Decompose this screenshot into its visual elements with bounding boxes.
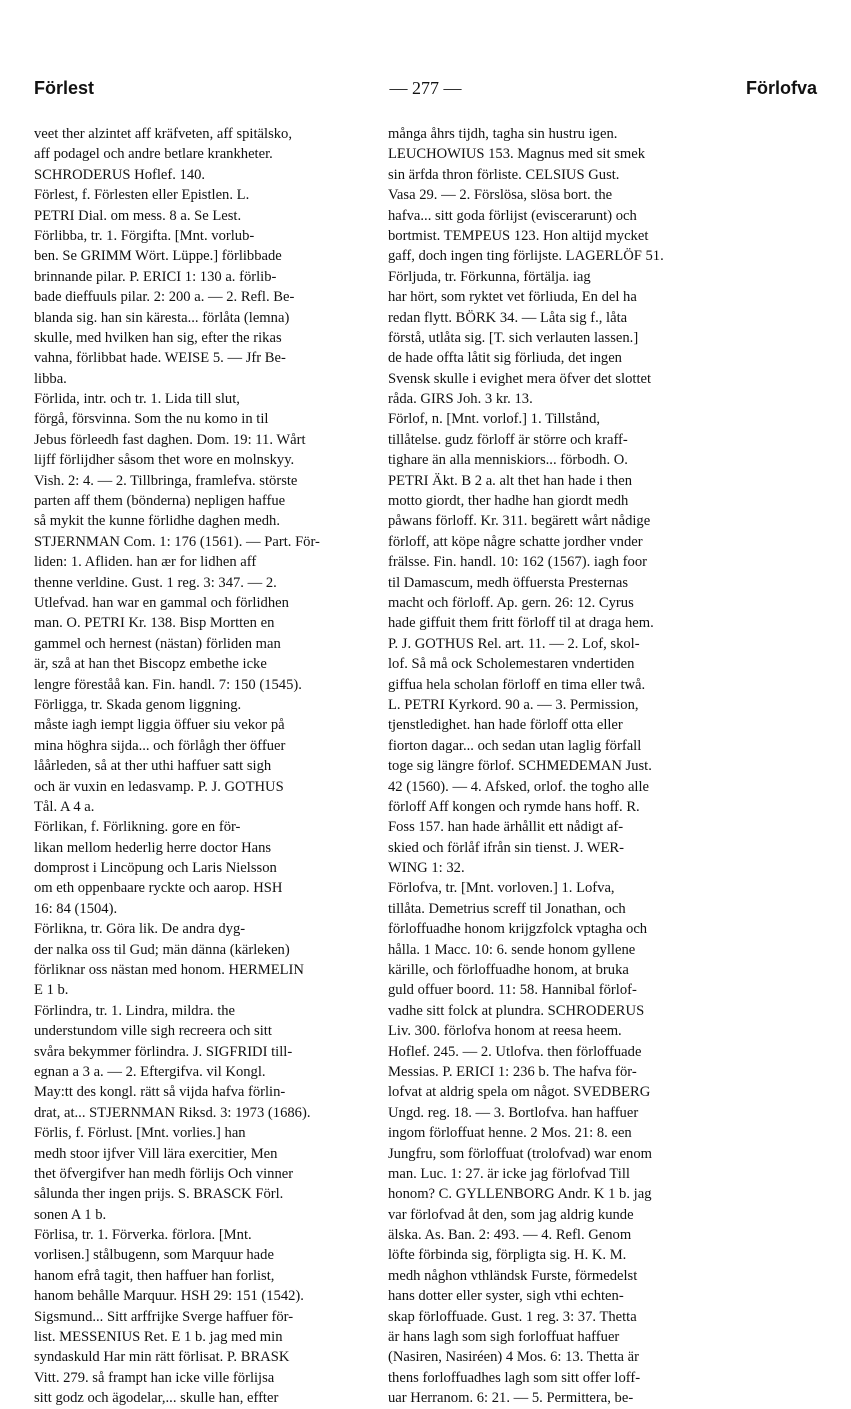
text-line: gammel och hernest (nästan) förliden man (34, 635, 281, 652)
text-line: sin ärfda thron förliste. CELSIUS Gust. (388, 166, 620, 183)
text-line: påwans förloff. Kr. 311. begärett wårt nådige (388, 513, 651, 530)
text-line: frälsse. Fin. handl. 10: 162 (1567). iagh foor (388, 554, 647, 571)
text-line: Förlest, f. Förlesten eller Epistlen. L. (34, 187, 250, 204)
text-line: förloff Aff kongen och rymde hans hoff. R. (388, 798, 640, 815)
text-line: Messias. P. ERICI 1: 236 b. The hafva för- (388, 1063, 637, 1080)
text-line: veet ther alzintet aff kräfveten, aff spitälsko, (34, 126, 292, 142)
text-line: drat, at... STJERNMAN Riksd. 3: 1973 (1686). (34, 1104, 311, 1121)
text-line: L. PETRI Kyrkord. 90 a. — 3. Permission, (388, 696, 639, 713)
text-line: är, szå at han thet Biscopz embethe icke (34, 656, 267, 673)
text-line: fiorton dagar... och sedan utan laglig förfall (388, 737, 642, 754)
text-line: lijff förlijdher såsom thet wore en molnskyy. (34, 452, 295, 469)
text-line: Förlofva, tr. [Mnt. vorloven.] 1. Lofva, (388, 880, 615, 897)
text-line: förloffuadhe honom krijgzfolck vptagha och (388, 921, 648, 938)
text-line: Liv. 300. förlofva honom at reesa heem. (388, 1023, 622, 1040)
text-line: understundom ville sigh recreera och sitt (34, 1023, 272, 1040)
text-line: skied och förlåf ifrån sin tienst. J. WER- (388, 839, 625, 856)
text-line: tillåtelse. gudz förloff är större och kraff- (388, 431, 628, 448)
text-line: LEUCHOWIUS 153. Magnus med sit smek (388, 146, 645, 163)
text-line: tillåta. Demetrius screff til Jonathan, och (388, 900, 626, 917)
text-line: Svensk skulle i evighet mera öfver det slottet (388, 370, 652, 387)
text-line: förloff, att köpe någre schatte jordher vnder (388, 533, 643, 550)
text-line: til Damascum, medh öffuersta Presternas (388, 574, 629, 591)
text-line: PETRI Äkt. B 2 a. alt thet han hade i then (388, 472, 632, 489)
header-right-headword: Förlofva (745, 78, 817, 98)
text-line: (Nasiren, Nasiréen) 4 Mos. 6: 13. Thetta är (388, 1349, 639, 1366)
text-line: skulle, med hvilken han sig, efter the rikas (34, 329, 282, 346)
text-line: medh stoor ijfver Vill lära exercitier, Men (34, 1145, 278, 1162)
text-line: Förlibba, tr. 1. Förgifta. [Mnt. vorlub- (34, 227, 255, 244)
text-line: gaff, doch ingen ting förlijste. LAGERLÖF 51. (388, 248, 664, 265)
text-line: PETRI Dial. om mess. 8 a. Se Lest. (34, 207, 242, 224)
text-line: lof. Så må ock Scholemestaren vndertiden (388, 656, 635, 673)
text-line: ben. Se GRIMM Wört. Lüppe.] förlibbade (34, 248, 282, 265)
text-line: förgå, försvinna. Som the nu komo in til (34, 411, 269, 428)
text-line: Jungfru, som förloffuat (trolofvad) war enom (388, 1145, 652, 1162)
text-line: giffua hela scholan förloff en tima eller twå. (388, 676, 646, 693)
text-line: Vitt. 279. så frampt han icke ville förlijsa (34, 1369, 275, 1386)
text-line: svåra bekymmer förlindra. J. SIGFRIDI till- (34, 1043, 293, 1060)
text-line: 16: 84 (1504). (34, 900, 118, 917)
text-line: hans dotter eller syster, sigh vthi echten- (388, 1288, 624, 1305)
text-line: Tål. A 4 a. (34, 798, 95, 815)
text-line: uar Herranom. 6: 21. — 5. Permittera, be- (388, 1390, 634, 1407)
text-line: vorlisen.] stålbugenn, som Marquur hade (34, 1247, 274, 1264)
text-line: råda. GIRS Joh. 3 kr. 13. (388, 391, 533, 408)
text-line: May:tt des kongl. rätt så vijda hafva förlin- (34, 1084, 286, 1101)
text-line: Hoflef. 245. — 2. Utlofva. then förloffuade (388, 1043, 642, 1060)
text-line: redan flytt. BÖRK 34. — Låta sig f., låta (388, 309, 628, 326)
text-line: Förlis, f. Förlust. [Mnt. vorlies.] han (34, 1125, 246, 1142)
text-line: de hade offta låtit sig förliuda, det ingen (388, 350, 622, 367)
header-left-headword: Förlest (34, 78, 95, 98)
text-line: medh någhon vthländsk Furste, förmedelst (388, 1267, 638, 1284)
text-line: så mykit the kunne förlidhe daghen medh. (34, 513, 281, 530)
text-line: list. MESSENIUS Ret. E 1 b. jag med min (34, 1329, 283, 1346)
text-line: hade giffuit them fritt förloff til at draga hem. (388, 615, 654, 632)
text-line: Förlof, n. [Mnt. vorlof.] 1. Tillstånd, (388, 411, 601, 428)
text-line: sonen A 1 b. (34, 1206, 107, 1223)
text-line: thens forloffuadhes lagh som sitt offer loff- (388, 1369, 641, 1386)
text-line: motto giordt, ther hadhe han giordt medh (388, 493, 629, 510)
text-line: tjenstledighet. han hade förloff otta eller (388, 717, 623, 734)
text-line: Förlida, intr. och tr. 1. Lida till slut, (34, 391, 240, 408)
page-header (34, 78, 817, 102)
text-line: guld offuer boord. 11: 58. Hannibal förlof- (388, 982, 637, 999)
left-column (34, 124, 381, 1409)
right-column (388, 124, 735, 1409)
text-line: parten aff them (bönderna) nepligen haffue (34, 493, 286, 510)
text-line: STJERNMAN Com. 1: 176 (1561). — Part. För- (34, 533, 320, 550)
text-line: egnan a 3 a. — 2. Eftergifva. vil Kongl. (34, 1063, 266, 1080)
text-line: skap förloffuade. Gust. 1 reg. 3: 37. Thetta (388, 1308, 637, 1325)
text-line: Vasa 29. — 2. Förslösa, slösa bort. the (388, 187, 613, 204)
text-line: förliknar oss nästan med honom. HERMELIN (34, 962, 304, 979)
text-line: sitt godz och ägodelar,... skulle han, effter (34, 1390, 279, 1407)
text-line: liden: 1. Afliden. han ær for lidhen aff (34, 554, 257, 571)
text-line: hanom efrå tagit, then haffuer han forlist, (34, 1267, 275, 1284)
text-line: bortmist. TEMPEUS 123. Hon altijd mycket (388, 227, 649, 244)
text-line: var förlofvad åt den, som jag aldrig kunde (388, 1206, 634, 1223)
text-line: man. O. PETRI Kr. 138. Bisp Mortten en (34, 615, 275, 632)
text-line: Förljuda, tr. Förkunna, förtälja. iag (388, 268, 591, 285)
text-line: låårleden, så at ther uthi haffuer satt sigh (34, 758, 272, 775)
text-line: lengre föreståå kan. Fin. handl. 7: 150 (1545). (34, 676, 302, 693)
text-line: hafva... sitt goda förlijst (eviscerarunt) och (388, 207, 637, 224)
text-line: många åhrs tijdh, tagha sin hustru igen. (388, 126, 618, 142)
text-line: älska. As. Ban. 2: 493. — 4. Refl. Genom (388, 1227, 632, 1244)
text-line: lofvat at aldrig spela om något. SVEDBERG (388, 1084, 651, 1101)
text-line: Förlindra, tr. 1. Lindra, mildra. the (34, 1002, 236, 1019)
text-line: förstå, utlåta sig. [T. sich verlauten lassen.] (388, 329, 639, 346)
page-number: — 277 — (389, 78, 462, 98)
text-line: Jebus förleedh fast daghen. Dom. 19: 11. Wårt (34, 431, 306, 448)
text-line: sålunda ther ingen prijs. S. BRASCK Förl. (34, 1186, 284, 1203)
text-line: måste iagh iempt liggia öffuer siu vekor på (34, 717, 285, 734)
text-line: WING 1: 32. (388, 860, 465, 877)
text-line: Förlikna, tr. Göra lik. De andra dyg- (34, 921, 246, 938)
text-line: brinnande pilar. P. ERICI 1: 130 a. förlib- (34, 268, 277, 285)
text-line: vahna, förlibbat hade. WEISE 5. — Jfr Be- (34, 350, 286, 367)
text-line: thenne verldine. Gust. 1 reg. 3: 347. — 2. (34, 574, 277, 591)
text-line: honom? C. GYLLENBORG Andr. K 1 b. jag (388, 1186, 652, 1203)
text-line: Ungd. reg. 18. — 3. Bortlofva. han haffuer (388, 1104, 639, 1121)
text-line: kärille, och förloffuadhe honom, at bruka (388, 962, 629, 979)
text-line: hålla. 1 Macc. 10: 6. sende honom gyllene (388, 941, 636, 958)
text-line: bade dieffuuls pilar. 2: 200 a. — 2. Refl. Be- (34, 289, 295, 306)
text-line: är hans lagh som sigh forloffuat haffuer (388, 1329, 620, 1346)
text-line: thet öfvergifver han medh förlijs Och vinner (34, 1165, 294, 1182)
text-line: syndaskuld Har min rätt förlisat. P. BRASK (34, 1349, 290, 1366)
text-line: hanom behålle Marquur. HSH 29: 151 (1542). (34, 1288, 304, 1305)
text-line: Utlefvad. han war en gammal och förlidhen (34, 594, 289, 611)
text-line: blanda sig. han sin käresta... förlåta (lemna) (34, 309, 290, 326)
text-line: likan mellom hederlig herre doctor Hans (34, 839, 272, 856)
text-line: der nalka oss til Gud; män dänna (kärleken) (34, 941, 290, 958)
text-line: har hört, som ryktet vet förliuda, En del ha (388, 289, 637, 306)
text-line: E 1 b. (34, 982, 69, 999)
text-line: aff podagel och andre betlare krankheter. (34, 146, 273, 163)
text-line: tighare än alla menniskiors... förbodh. O. (388, 452, 628, 469)
text-line: om eth oppenbaare ryckte och aarop. HSH (34, 880, 283, 897)
text-line: Sigsmund... Sitt arffrijke Sverge haffuer för- (34, 1308, 294, 1325)
text-line: macht och förloff. Ap. gern. 26: 12. Cyrus (388, 594, 634, 611)
text-line: ingom förloffuat henne. 2 Mos. 21: 8. een (388, 1125, 632, 1142)
text-line: toge sig längre förlof. SCHMEDEMAN Just. (388, 758, 652, 775)
text-line: Vish. 2: 4. — 2. Tillbringa, framlefva. störste (34, 472, 298, 489)
text-line: Förligga, tr. Skada genom liggning. (34, 696, 242, 713)
text-line: och är vuxin en ledasvamp. P. J. GOTHUS (34, 778, 284, 795)
text-line: vadhe sitt folck at plundra. SCHRODERUS (388, 1002, 645, 1019)
text-line: man. Luc. 1: 27. är icke jag förlofvad Till (388, 1165, 630, 1182)
text-line: Förlisa, tr. 1. Förverka. förlora. [Mnt. (34, 1227, 252, 1244)
text-line: Foss 157. han hade ärhållit ett nådigt af- (388, 819, 624, 836)
text-line: 42 (1560). — 4. Afsked, orlof. the togho alle (388, 778, 650, 795)
text-line: mina höghra sijda... och förlågh ther öffuer (34, 737, 286, 754)
text-line: löfte förbinda sig, förpligta sig. H. K. M. (388, 1247, 627, 1264)
text-line: domprost i Lincöpung och Laris Nielsson (34, 860, 277, 877)
text-line: P. J. GOTHUS Rel. art. 11. — 2. Lof, skol- (388, 635, 640, 652)
text-line: libba. (34, 370, 67, 387)
text-line: SCHRODERUS Hoflef. 140. (34, 166, 206, 183)
text-line: Förlikan, f. Förlikning. gore en för- (34, 819, 241, 836)
